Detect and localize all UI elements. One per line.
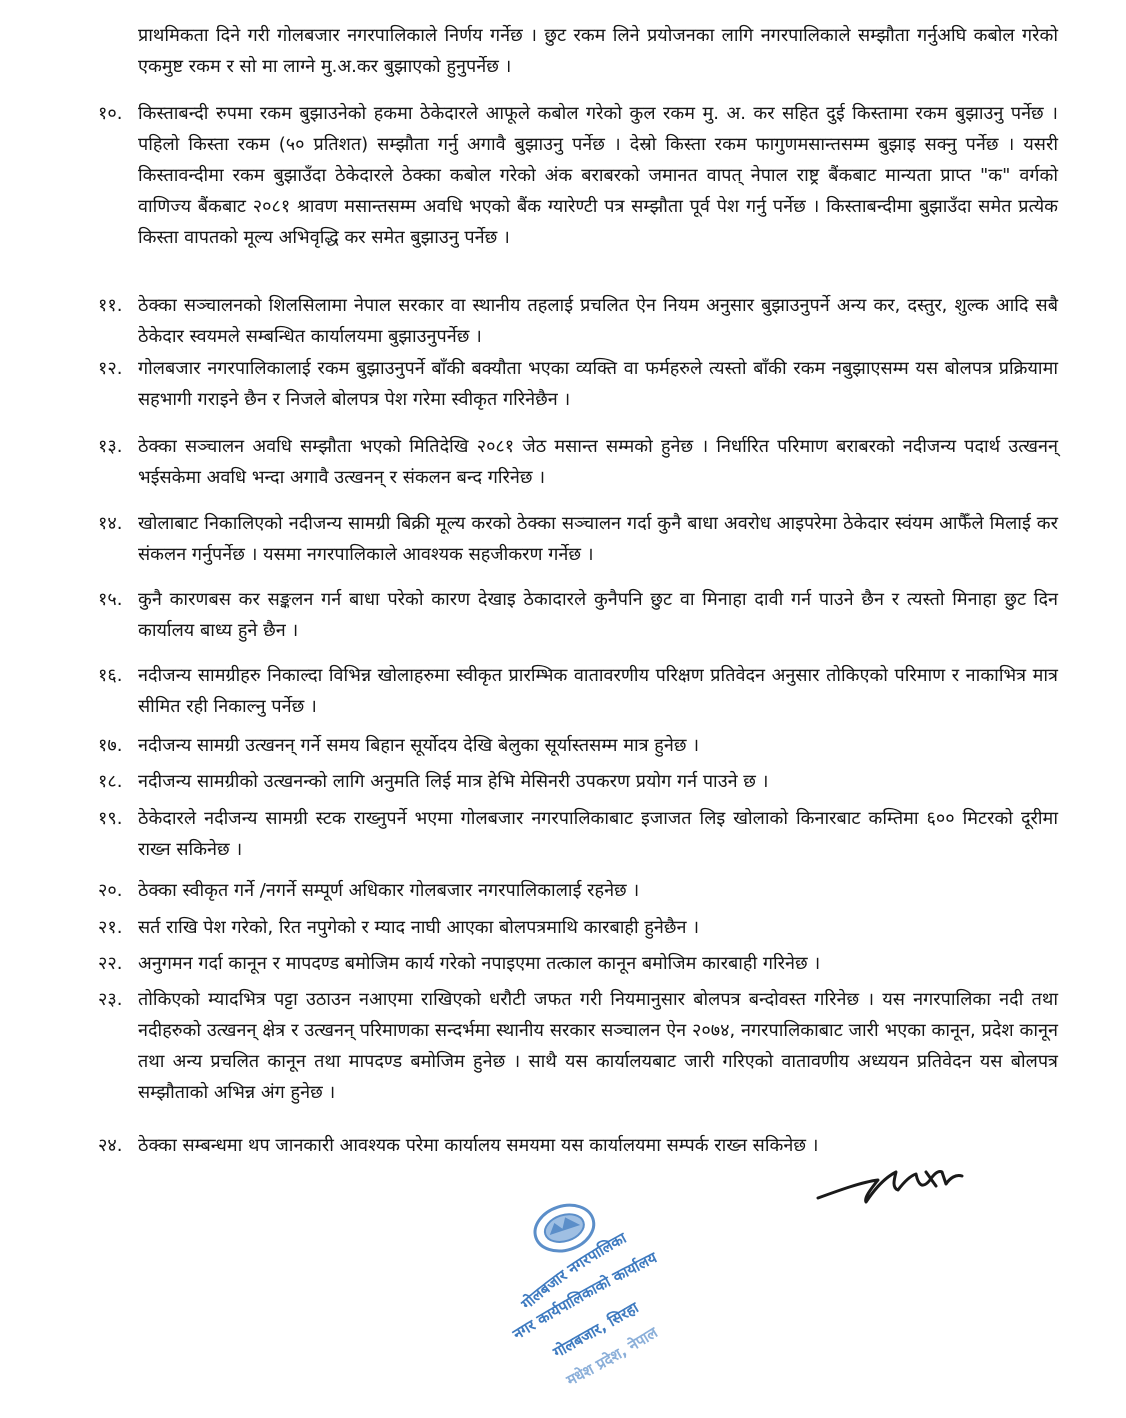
- clause-text: तोकिएको म्यादभित्र पट्टा उठाउन नआएमा राखिएको धरौटी जफत गरी नियमानुसार बोलपत्र बन्दोवस्त गरिनेछ । यस नगरपालिका नदी तथा नदीहरुको उत्खनन् क्षेत्र र उत्खनन् परिमाणका सन्दर्भमा स्थानीय सरकार सञ्चालन ऐन २०७४, नगरपालिकाबाट जारी भएका कानून, प्रदेश कानून तथा अन्य प्रचलित कानून तथा मापदण्ड बमोजिम हुनेछ । साथै यस कार्यालयबाट जारी गरिएको वातावणीय अध्ययन प्रतिवेदन यस बोलपत्र सम्झौताको अभिन्न अंग हुनेछ ।: [138, 989, 1058, 1103]
- clause-number: २४.: [98, 1135, 123, 1156]
- clause-text: नदीजन्य सामग्री उत्खनन् गर्ने समय बिहान सूर्योदय देखि बेलुका सूर्यास्तसम्म मात्र हुनेछ ।: [138, 735, 700, 756]
- clause-20: [98, 875, 1058, 906]
- clause-text: नदीजन्य सामग्रीको उत्खनन्को लागि अनुमति लिई मात्र हेभि मेसिनरी उपकरण प्रयोग गर्न पाउने छ ।: [138, 771, 769, 792]
- seal-line-4: मधेश प्रदेश, नेपाल: [563, 1323, 661, 1390]
- clause-number: १४.: [98, 513, 123, 534]
- seal-line-3: गोलबजार, सिरहा: [550, 1298, 642, 1362]
- clause-text: ठेकेदारले नदीजन्य सामग्री स्टक राख्नुपर्ने भएमा गोलबजार नगरपालिकाबाट इजाजत लिइ खोलाको किनारबाट कम्तिमा ६०० मिटरको दूरीमा राख्न सकिनेछ ।: [138, 808, 1058, 860]
- clause-number: ११.: [98, 295, 123, 316]
- clause-16: [98, 660, 1058, 722]
- clause-10: [98, 98, 1058, 253]
- clause-13: [98, 431, 1058, 493]
- clause-number: १२.: [98, 358, 123, 379]
- clause-12: [98, 353, 1058, 415]
- clause-text: नदीजन्य सामग्रीहरु निकाल्दा विभिन्न खोलाहरुमा स्वीकृत प्रारम्भिक वातावरणीय परिक्षण प्रतिवेदन अनुसार तोकिएको परिमाण र नाकाभित्र मात्र सीमित रही निकाल्नु पर्नेछ ।: [138, 665, 1058, 717]
- clause-text: खोलाबाट निकालिएको नदीजन्य सामग्री बिक्री मूल्य करको ठेक्का सञ्चालन गर्दा कुनै बाधा अवरोध आइपरेमा ठेकेदार स्वंयम आफैँले मिलाई कर संकलन गर्नुपर्नेछ । यसमा नगरपालिकाले आवश्यक सहजीकरण गर्नेछ ।: [138, 513, 1058, 565]
- office-seal: [505, 1190, 715, 1400]
- clause-text: गोलबजार नगरपालिकालाई रकम बुझाउनुपर्ने बाँकी बक्यौता भएका व्यक्ति वा फर्महरुले त्यस्तो बाँकी रकम नबुझाएसम्म यस बोलपत्र प्रक्रियामा सहभागी गराइने छैन र निजले बोलपत्र पेश गरेमा स्वीकृत गरिनेछैन ।: [138, 358, 1058, 410]
- clause-23: [98, 984, 1058, 1108]
- signature-stroke: [818, 1171, 962, 1202]
- clause-text: कुनै कारणबस कर सङ्कलन गर्न बाधा परेको कारण देखाइ ठेकादारले कुनैपनि छुट वा मिनाहा दावी गर्न पाउने छैन र त्यस्तो मिनाहा छुट दिन कार्यालय बाध्य हुने छैन ।: [138, 589, 1058, 641]
- clause-11: [98, 290, 1058, 352]
- clause-number: १७.: [98, 735, 123, 756]
- clause-number: १५.: [98, 589, 123, 610]
- clause-text: ठेक्का सञ्चालनको शिलसिलामा नेपाल सरकार वा स्थानीय तहलाई प्रचलित ऐन नियम अनुसार बुझाउनुपर्ने अन्य कर, दस्तुर, शुल्क आदि सबै ठेकेदार स्वयमले सम्बन्धित कार्यालयमा बुझाउनुपर्नेछ ।: [138, 295, 1058, 347]
- clause-text: ठेक्का सम्बन्धमा थप जानकारी आवश्यक परेमा कार्यालय समयमा यस कार्यालयमा सम्पर्क राख्न सकिनेछ ।: [138, 1135, 819, 1156]
- clause-text: सर्त राखि पेश गरेको, रित नपुगेको र म्याद नाघी आएका बोलपत्रमाथि कारबाही हुनेछैन ।: [138, 917, 700, 938]
- seal-line-2: नगर कार्यपालिकाको कार्यालय: [509, 1248, 660, 1344]
- clause-number: २०.: [98, 880, 123, 901]
- clause-18: [98, 766, 1058, 797]
- clause-19: [98, 803, 1058, 865]
- clause-text: ठेक्का सञ्चालन अवधि सम्झौता भएको मितिदेखि २०८१ जेठ मसान्त सम्मको हुनेछ । निर्धारित परिमाण बराबरको नदीजन्य पदार्थ उत्खनन् भईसकेमा अवधि भन्दा अगावै उत्खनन् र संकलन बन्द गरिनेछ ।: [138, 436, 1058, 488]
- intro-paragraph: [98, 20, 1058, 82]
- clause-number: १६.: [98, 665, 123, 686]
- clause-number: १३.: [98, 436, 123, 457]
- clause-number: २१.: [98, 917, 123, 938]
- clause-21: [98, 912, 1058, 943]
- clause-number: २२.: [98, 953, 123, 974]
- clause-17: [98, 730, 1058, 761]
- clause-number: १८.: [98, 771, 123, 792]
- clause-text: किस्ताबन्दी रुपमा रकम बुझाउनेको हकमा ठेकेदारले आफूले कबोल गरेको कुल रकम मु. अ. कर सहित दुई किस्तामा रकम बुझाउनु पर्नेछ । पहिलो किस्ता रकम (५० प्रतिशत) सम्झौता गर्नु अगावै बुझाउनु पर्नेछ । देस्रो किस्ता रकम फागुणमसान्तसम्म बुझाइ सक्नु पर्नेछ । यसरी किस्तावन्दीमा रकम बुझाउँदा ठेकेदारले ठेक्का कबोल गरेको अंक बराबरको जमानत वापत् नेपाल राष्ट्र बैंकबाट मान्यता प्राप्त "क" वर्गको वाणिज्य बैंकबाट २०८१ श्रावण मसान्तसम्म अवधि भएको बैंक ग्यारेण्टी पत्र सम्झौता पूर्व पेश गर्नु पर्नेछ । किस्ताबन्दीमा बुझाउँदा समेत प्रत्येक किस्ता वापतको मूल्य अभिवृद्धि कर समेत बुझाउनु पर्नेछ ।: [138, 103, 1058, 248]
- clause-22: [98, 948, 1058, 979]
- clause-text: ठेक्का स्वीकृत गर्ने /नगर्ने सम्पूर्ण अधिकार गोलबजार नगरपालिकालाई रहनेछ ।: [138, 880, 640, 901]
- clause-number: २३.: [98, 989, 123, 1010]
- clause-number: १०.: [98, 103, 123, 124]
- signature-mark: [800, 1150, 1000, 1220]
- seal-line-1: गोलबजार नगरपालिका: [517, 1228, 630, 1314]
- clause-15: [98, 584, 1058, 646]
- clause-text: अनुगमन गर्दा कानून र मापदण्ड बमोजिम कार्य गरेको नपाइएमा तत्काल कानून बमोजिम कारबाही गरिनेछ ।: [138, 953, 821, 974]
- intro-text: प्राथमिकता दिने गरी गोलबजार नगरपालिकाले निर्णय गर्नेछ । छुट रकम लिने प्रयोजनका लागि नगरपालिकाले सम्झौता गर्नुअघि कबोल गरेको एकमुष्ट रकम र सो मा लाग्ने मु.अ.कर बुझाएको हुनुपर्नेछ ।: [138, 25, 1058, 77]
- clause-14: [98, 508, 1058, 570]
- clause-number: १९.: [98, 808, 123, 829]
